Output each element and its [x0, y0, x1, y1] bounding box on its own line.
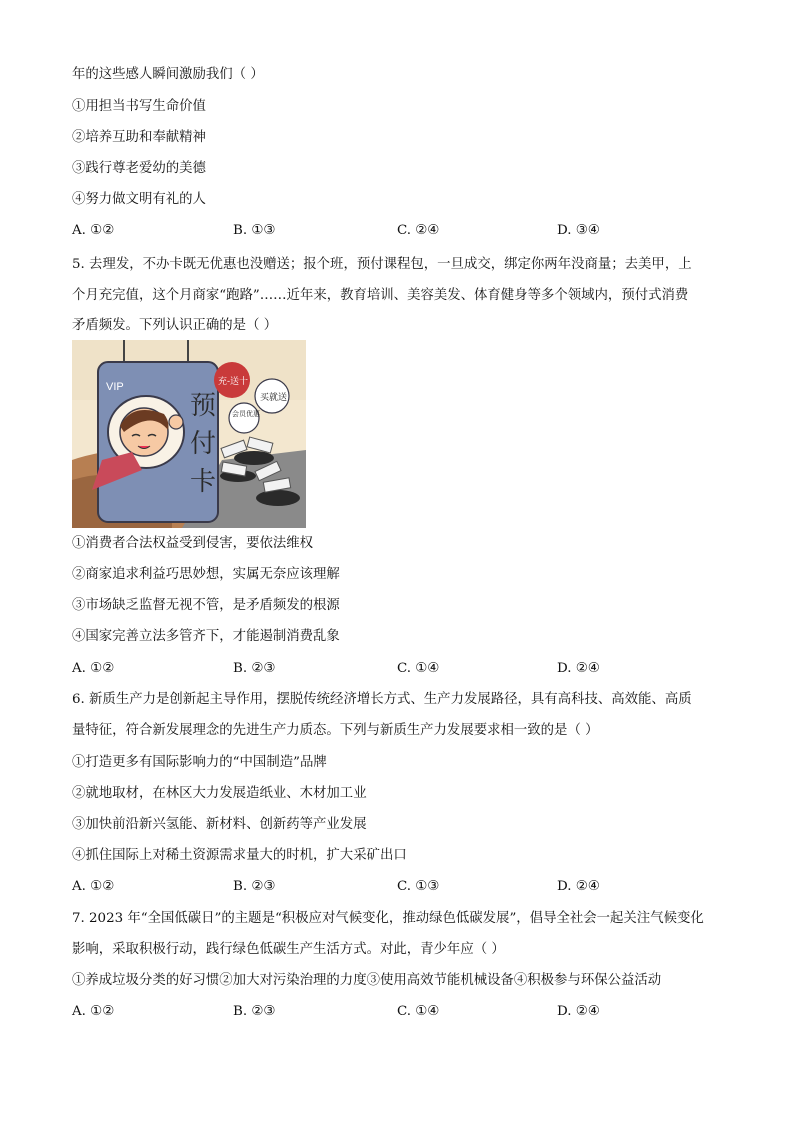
q6-item-2: ②就地取材，在林区大力发展造纸业、木材加工业	[72, 786, 367, 801]
bubble-3: 会员优惠	[232, 410, 260, 418]
q4-option-c: C. ②④	[397, 223, 440, 238]
bubble-1: 充-送十	[218, 377, 249, 387]
q5-option-c: C. ①④	[397, 661, 440, 676]
q6-stem-line-1: 6. 新质生产力是创新起主导作用，摆脱传统经济增长方式、生产力发展路径，具有高科技、高效能、高质	[72, 692, 692, 707]
q5-item-3: ③市场缺乏监督无视不管，是矛盾频发的根源	[72, 598, 340, 613]
q6-option-d: D. ②④	[557, 879, 600, 894]
q4-option-d: D. ③④	[557, 223, 600, 238]
q4-stem-tail: 年的这些感人瞬间激励我们（ ）	[72, 67, 264, 82]
q7-items-line: ①养成垃圾分类的好习惯②加大对污染治理的力度③使用高效节能机械设备④积极参与环保公益活动	[72, 973, 662, 988]
card-char-3: 卡	[190, 467, 217, 497]
vip-label: VIP	[106, 381, 124, 393]
q5-stem-line-3: 矛盾频发。下列认识正确的是（ ）	[72, 318, 278, 333]
card-char-2: 付	[190, 429, 217, 459]
q5-item-1: ①消费者合法权益受到侵害，要依法维权	[72, 536, 314, 551]
q7-option-a: A. ①②	[72, 1004, 115, 1019]
q7-stem-line-2: 影响，采取积极行动，践行绿色低碳生产生活方式。对此，青少年应（ ）	[72, 942, 505, 957]
q5-item-2: ②商家追求利益巧思妙想，实属无奈应该理解	[72, 567, 340, 582]
prepaid-card-cartoon	[72, 340, 306, 528]
q7-option-b: B. ②③	[233, 1004, 276, 1019]
q6-item-3: ③加快前沿新兴氢能、新材料、创新药等产业发展	[72, 817, 367, 832]
q5-item-4: ④国家完善立法多管齐下，才能遏制消费乱象	[72, 629, 340, 644]
q6-stem-line-2: 量特征，符合新发展理念的先进生产力质态。下列与新质生产力发展要求相一致的是（ ）	[72, 723, 599, 738]
q6-option-b: B. ②③	[233, 879, 276, 894]
q4-item-1: ①用担当书写生命价值	[72, 99, 206, 114]
q5-option-a: A. ①②	[72, 661, 115, 676]
q7-option-d: D. ②④	[557, 1004, 600, 1019]
card-char-1: 预	[190, 391, 217, 421]
q7-option-c: C. ①④	[397, 1004, 440, 1019]
q4-option-b: B. ①③	[233, 223, 276, 238]
q6-item-4: ④抓住国际上对稀土资源需求量大的时机，扩大采矿出口	[72, 848, 407, 863]
q7-stem-line-1: 7. 2023 年“全国低碳日”的主题是“积极应对气候变化，推动绿色低碳发展”，倡导全社会一起关注气候变化	[72, 911, 704, 926]
q4-item-3: ③践行尊老爱幼的美德	[72, 161, 206, 176]
q4-item-4: ④努力做文明有礼的人	[72, 192, 206, 207]
q4-option-a: A. ①②	[72, 223, 115, 238]
q6-option-c: C. ①③	[397, 879, 440, 894]
q6-item-1: ①打造更多有国际影响力的“中国制造”品牌	[72, 755, 327, 770]
bubble-2: 买就送	[260, 393, 288, 403]
q5-option-d: D. ②④	[557, 661, 600, 676]
q6-option-a: A. ①②	[72, 879, 115, 894]
q4-item-2: ②培养互助和奉献精神	[72, 130, 206, 145]
q5-stem-line-2: 个月充完值，这个月商家“跑路”……近年来，教育培训、美容美发、体育健身等多个领域内，预付式消费	[72, 288, 689, 303]
q5-option-b: B. ②③	[233, 661, 276, 676]
q5-stem-line-1: 5. 去理发，不办卡既无优惠也没赠送；报个班，预付课程包，一旦成交，绑定你两年没商量；去美甲，上	[72, 257, 692, 272]
